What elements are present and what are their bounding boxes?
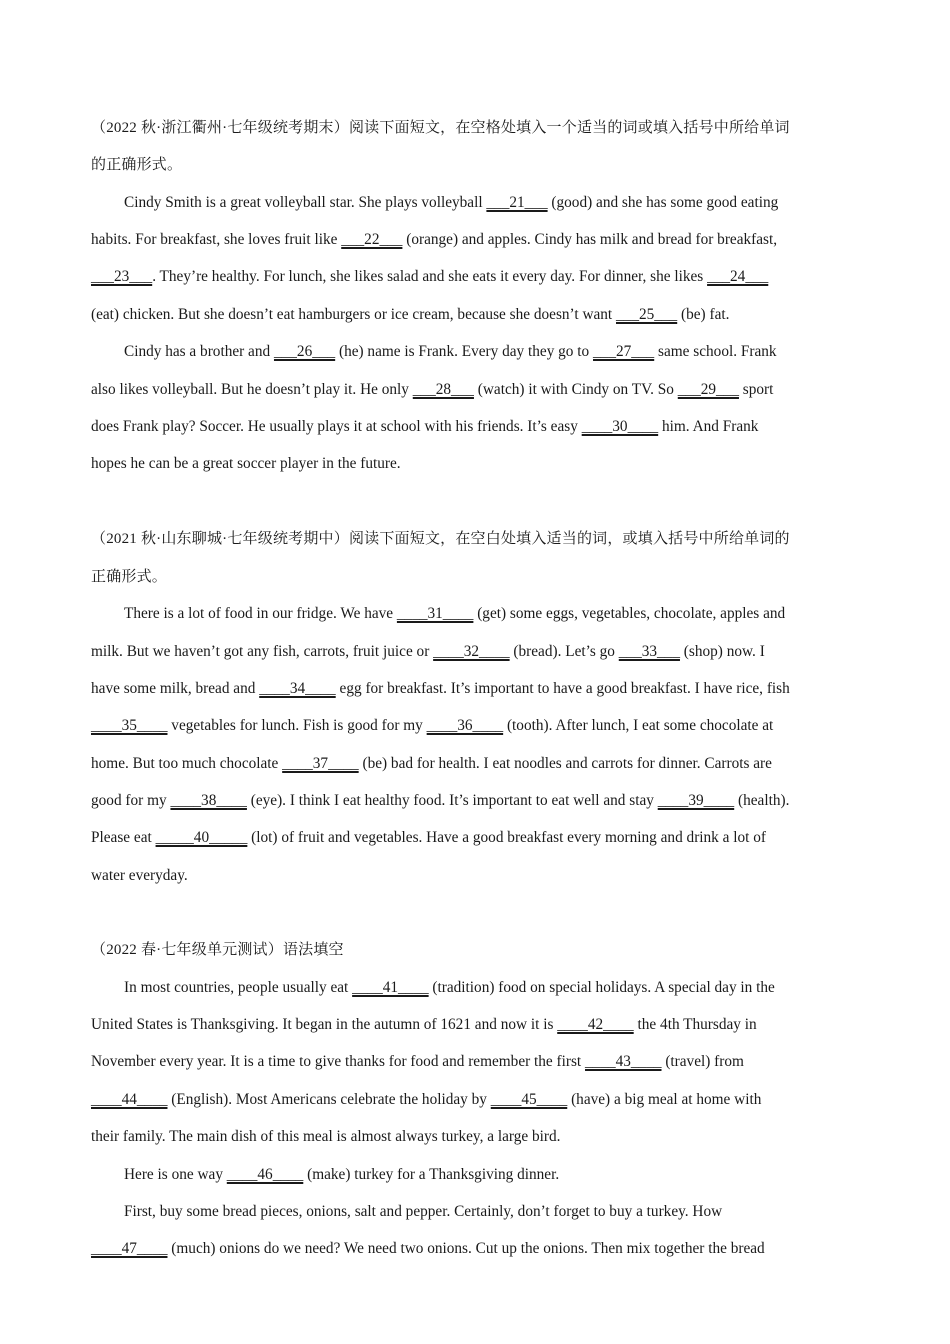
answer-blank: ____46____ (226, 1166, 304, 1183)
text-segment: (make) turkey for a Thanksgiving dinner. (303, 1166, 560, 1183)
section-header-line (91, 529, 790, 549)
text-segment: habits. For breakfast, she loves fruit like (91, 231, 342, 248)
passage-line (91, 791, 789, 811)
answer-blank: ___33___ (618, 643, 680, 660)
section-header-line (91, 118, 790, 138)
answer-blank: ____30____ (581, 418, 659, 435)
text-segment: (eat) chicken. But she doesn’t eat hamburgers or ice cream, because she doesn’t want (91, 306, 617, 323)
answer-blank: _____40_____ (155, 829, 248, 846)
passage-line (91, 716, 773, 736)
text-segment: (get) some eggs, vegetables, chocolate, apples and (473, 605, 786, 622)
text-segment: (good) and she has some good eating (547, 194, 779, 211)
answer-blank: ___27___ (593, 343, 655, 360)
answer-blank: ____36____ (426, 717, 504, 734)
passage-line (91, 305, 729, 325)
passage-line (124, 342, 777, 362)
answer-blank: ____45____ (490, 1091, 568, 1108)
answer-blank: ___28___ (412, 381, 474, 398)
answer-blank: ____32____ (433, 643, 510, 660)
passage-line (91, 417, 758, 437)
answer-blank: ____44____ (91, 1091, 168, 1108)
answer-blank: ___29___ (677, 381, 739, 398)
text-segment: home. But too much chocolate (91, 755, 283, 772)
text-segment: (travel) from (661, 1053, 744, 1070)
passage-line (91, 454, 401, 474)
passage-line (91, 828, 766, 848)
passage-line (91, 1015, 757, 1035)
text-segment: November every year. It is a time to give thanks for food and remember the first (91, 1053, 586, 1070)
text-segment: (tooth). After lunch, I eat some chocolate at (503, 717, 774, 734)
text-segment: (be) fat. (677, 306, 730, 323)
text-segment: good for my (91, 792, 171, 809)
answer-blank: ____38____ (170, 792, 247, 809)
text-segment: (tradition) food on special holidays. A special day in the (428, 979, 775, 996)
text-segment: (lot) of fruit and vegetables. Have a good breakfast every morning and drink a lot of (247, 829, 766, 846)
passage-line (124, 604, 785, 624)
text-segment: the 4th Thursday in (633, 1016, 757, 1033)
passage-line (91, 380, 773, 400)
text-segment: 的正确形式。 (91, 157, 183, 173)
answer-blank: ____43____ (585, 1053, 662, 1070)
text-segment: vegetables for lunch. Fish is good for my (167, 717, 427, 734)
answer-blank: ____47____ (91, 1240, 168, 1257)
text-segment: milk. But we haven’t got any fish, carrots, fruit juice or (91, 643, 434, 660)
text-segment: (much) onions do we need? We need two onions. Cut up the onions. Then mix together the bread (167, 1240, 765, 1257)
answer-blank: ___22___ (341, 231, 403, 248)
text-segment: does Frank play? Soccer. He usually plays it at school with his friends. It’s easy (91, 418, 582, 435)
passage-line (91, 1127, 560, 1147)
passage-line (91, 230, 777, 250)
text-segment: . They’re healthy. For lunch, she likes salad and she eats it every day. For dinner, she likes (152, 268, 708, 285)
text-segment: (orange) and apples. Cindy has milk and bread for breakfast, (402, 231, 778, 248)
passage-line (91, 1090, 761, 1110)
passage-line (91, 754, 772, 774)
text-segment: （2022 春·七年级单元测试）语法填空 (91, 942, 344, 958)
text-segment: egg for breakfast. It’s important to have a good breakfast. I have rice, fish (335, 680, 790, 697)
passage-line (91, 1239, 765, 1259)
text-segment: Cindy has a brother and (124, 343, 274, 360)
answer-blank: ___25___ (616, 306, 678, 323)
passage-line (124, 978, 775, 998)
answer-blank: ___23___ (91, 268, 153, 285)
text-segment: hopes he can be a great soccer player in the future. (91, 455, 401, 472)
text-segment: (he) name is Frank. Every day they go to (335, 343, 594, 360)
answer-blank: ____31____ (396, 605, 474, 622)
text-segment: water everyday. (91, 867, 188, 884)
answer-blank: ___26___ (273, 343, 336, 360)
text-segment: (bread). Let’s go (509, 643, 619, 660)
text-segment: (be) bad for health. I eat noodles and carrots for dinner. Carrots are (358, 755, 772, 772)
answer-blank: ___21___ (486, 194, 548, 211)
text-segment: sport (738, 381, 774, 398)
answer-blank: ____42____ (557, 1016, 634, 1033)
section-header-line (91, 940, 344, 960)
text-segment: (health). (734, 792, 790, 809)
text-segment: 正确形式。 (91, 569, 168, 585)
passage-line (124, 1165, 559, 1185)
text-segment: same school. Frank (654, 343, 777, 360)
text-segment: have some milk, bread and (91, 680, 260, 697)
text-segment: （2021 秋·山东聊城·七年级统考期中）阅读下面短文，在空白处填入适当的词，或填入括号中所给单词的 (91, 531, 790, 547)
text-segment: United States is Thanksgiving. It began in the autumn of 1621 and now it is (91, 1016, 558, 1033)
text-segment: Cindy Smith is a great volleyball star. She plays volleyball (124, 194, 487, 211)
text-segment: (watch) it with Cindy on TV. So (473, 381, 678, 398)
text-segment: （2022 秋·浙江衢州·七年级统考期末）阅读下面短文，在空格处填入一个适当的词或填入括号中所给单词 (91, 120, 790, 136)
text-segment: In most countries, people usually eat (124, 979, 353, 996)
text-segment: Please eat (91, 829, 156, 846)
answer-blank: ____35____ (91, 717, 168, 734)
passage-line (91, 267, 768, 287)
text-segment: him. And Frank (658, 418, 759, 435)
text-segment: also likes volleyball. But he doesn’t play it. He only (91, 381, 413, 398)
answer-blank: ____37____ (282, 755, 359, 772)
text-segment: (English). Most Americans celebrate the holiday by (167, 1091, 491, 1108)
passage-line (124, 1202, 722, 1222)
text-segment: (have) a big meal at home with (567, 1091, 762, 1108)
passage-line (91, 642, 765, 662)
section-header-line (91, 567, 167, 587)
text-segment: (eye). I think I eat healthy food. It’s important to eat well and stay (246, 792, 658, 809)
passage-line (91, 866, 188, 886)
text-segment: First, buy some bread pieces, onions, salt and pepper. Certainly, don’t forget to buy a turkey. How (124, 1203, 723, 1220)
text-segment: There is a lot of food in our fridge. We have (124, 605, 397, 622)
text-segment: (shop) now. I (679, 643, 765, 660)
passage-line (124, 193, 778, 213)
passage-line (91, 1052, 744, 1072)
text-segment: Here is one way (124, 1166, 227, 1183)
answer-blank: ____39____ (657, 792, 735, 809)
answer-blank: ___24___ (707, 268, 769, 285)
answer-blank: ____41____ (352, 979, 429, 996)
answer-blank: ____34____ (259, 680, 336, 697)
text-segment: their family. The main dish of this meal is almost always turkey, a large bird. (91, 1128, 561, 1145)
passage-line (91, 679, 790, 699)
section-header-line (91, 155, 182, 175)
